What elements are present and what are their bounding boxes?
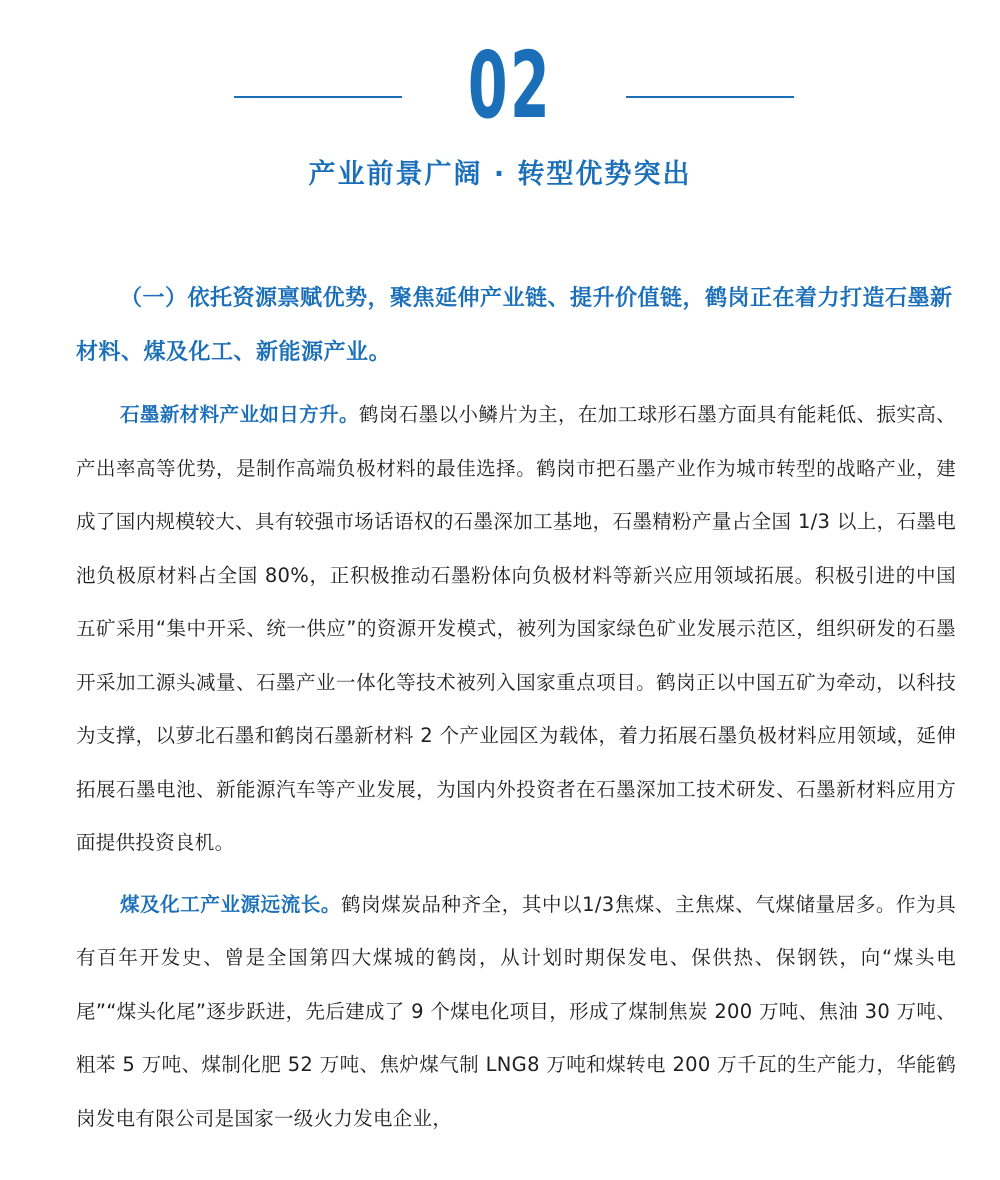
section-header [0, 0, 1000, 210]
paragraph-lead: 石墨新材料产业如日方升。 [120, 403, 359, 426]
section-number: 02 [467, 32, 553, 139]
paragraph-graphite [76, 388, 956, 870]
header-rule-right [626, 96, 794, 98]
header-rule-left [234, 96, 402, 98]
article-body [76, 272, 956, 1145]
sub-heading: （一）依托资源禀赋优势，聚焦延伸产业链、提升价值链，鹤岗正在着力打造石墨新材料、煤及化工、新能源产业。 [76, 286, 953, 365]
paragraph-text: 鹤岗煤炭品种齐全，其中以1/3焦煤、主焦煤、气煤储量居多。作为具有百年开发史、曾是全国第四大煤城的鹤岗，从计划时期保发电、保供热、保钢铁，向“煤头电尾”“煤头化尾”逐步跃进，先后建成了 9 个煤电化项目，形成了煤制焦炭 200 万吨、焦油 30 万吨、粗苯 5 万吨、煤制化肥 52 万吨、焦炉煤气制 LNG8 万吨和煤转电 200 万千瓦的生产能力，华能鹤岗发电有限公司是国家一级火力发电企业， [76, 892, 956, 1130]
paragraph-coal-chemical [76, 878, 956, 1146]
section-title: 产业前景广阔 · 转型优势突出 [308, 159, 692, 190]
paragraph-lead: 煤及化工产业源远流长。 [120, 892, 342, 916]
paragraph-text: 鹤岗石墨以小鳞片为主，在加工球形石墨方面具有能耗低、振实高、产出率高等优势，是制作高端负极材料的最佳选择。鹤岗市把石墨产业作为城市转型的战略产业，建成了国内规模较大、具有较强市场话语权的石墨深加工基地，石墨精粉产量占全国 1/3 以上，石墨电池负极原材料占全国 80%，正积极推动石墨粉体向负极材料等新兴应用领域拓展。积极引进的中国五矿采用“集中开采、统一供应”的资源开发模式，被列为国家绿色矿业发展示范区，组织研发的石墨开采加工源头减量、石墨产业一体化等技术被列入国家重点项目。鹤岗正以中国五矿为牵动，以科技为支撑，以萝北石墨和鹤岗石墨新材料 2 个产业园区为载体，着力拓展石墨负极材料应用领域，延伸拓展石墨电池、新能源汽车等产业发展，为国内外投资者在石墨深加工技术研发、石墨新材料应用方面提供投资良机。 [76, 403, 956, 854]
